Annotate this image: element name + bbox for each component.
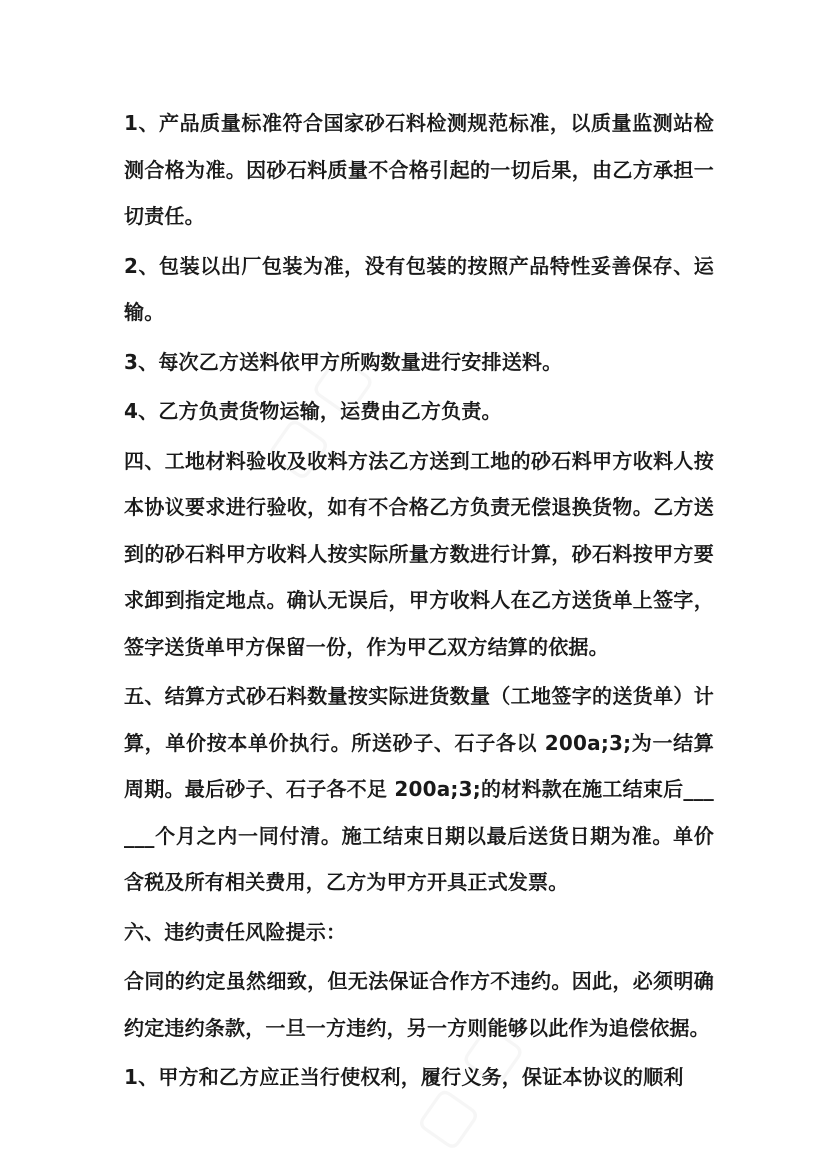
paragraph-transport: 4、乙方负责货物运输，运费由乙方负责。	[124, 399, 502, 423]
document-body	[124, 100, 714, 1104]
paragraph-section-5-settlement: 五、结算方式砂石料数量按实际进货数量（工地签字的送货单）计算，单价按本单价执行。所送砂子、石子各以 200a;3;为一结算周期。最后砂子、石子各不足 200a;3;的材料款在施工结束后______个月之内一同付清。施工结束日期以最后送货日期为准。单价含税及所有相关费用，乙方为甲方开具正式发票。	[124, 684, 714, 894]
paragraph-rights-obligations: 1、甲方和乙方应正当行使权利，履行义务，保证本协议的顺利	[124, 1065, 684, 1089]
paragraph-delivery: 3、每次乙方送料依甲方所购数量进行安排送料。	[124, 349, 563, 374]
paragraph-section-4-acceptance: 四、工地材料验收及收料方法乙方送到工地的砂石料甲方收料人按本协议要求进行验收，如有不合格乙方负责无偿退换货物。乙方送到的砂石料甲方收料人按实际所量方数进行计算，砂石料按甲方要求卸到指定地点。确认无误后，甲方收料人在乙方送货单上签字，签字送货单甲方保留一份，作为甲乙双方结算的依据。	[124, 448, 714, 659]
paragraph-section-6-heading: 六、违约责任风险提示：	[124, 919, 347, 944]
paragraph-breach-note: 合同的约定虽然细致，但无法保证合作方不违约。因此，必须明确约定违约条款，一旦一方违约，另一方则能够以此作为追偿依据。	[124, 969, 714, 1040]
paragraph-packaging: 2、包装以出厂包装为准，没有包装的按照产品特性妥善保存、运输。	[124, 253, 714, 324]
paragraph-quality-standard: 1、产品质量标准符合国家砂石料检测规范标准，以质量监测站检测合格为准。因砂石料质量不合格引起的一切后果，由乙方承担一切责任。	[124, 111, 714, 228]
